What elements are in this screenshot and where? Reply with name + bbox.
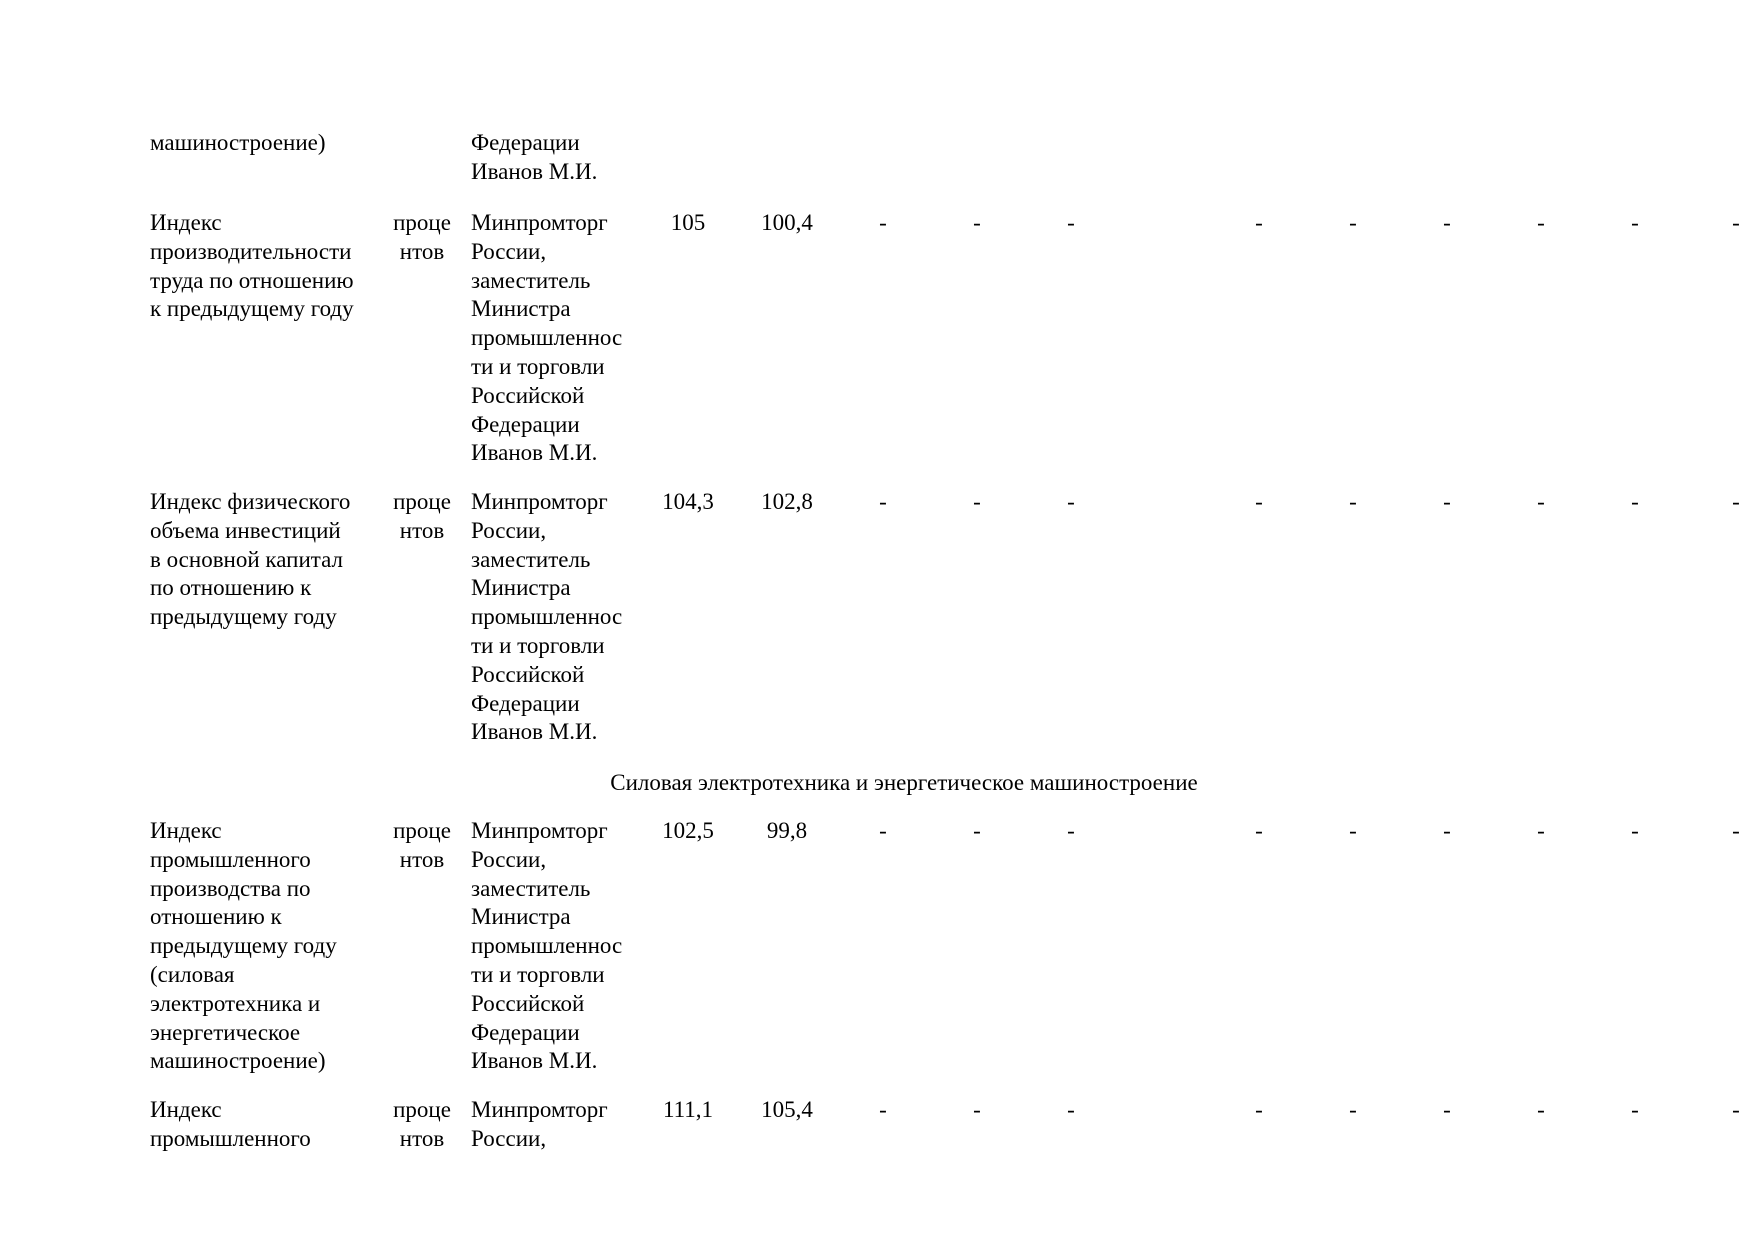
dash-cell: - <box>1349 1097 1357 1122</box>
dash-cell: - <box>1067 489 1075 514</box>
responsible-line: Российской <box>471 990 585 1016</box>
responsible-line: Российской <box>471 382 585 408</box>
dash-cell: - <box>1255 489 1263 514</box>
responsible-line: Иванов М.И. <box>471 440 598 466</box>
dash-cell: - <box>1067 818 1075 843</box>
unit-line: нтов <box>399 1125 445 1151</box>
responsible-line: Российской <box>471 661 585 687</box>
dash-cell: - <box>1255 818 1263 843</box>
indicator-line: предыдущему году <box>150 933 337 959</box>
unit-cell <box>391 817 453 875</box>
indicator-line: отношению к <box>150 904 282 930</box>
dash-cell: - <box>1443 489 1451 514</box>
responsible-line: Минпромторг <box>471 489 608 514</box>
dash-cell: - <box>1443 210 1451 235</box>
responsible-line: Федерации <box>471 1019 580 1045</box>
dash-cell: - <box>1067 1097 1075 1122</box>
dash-cell: - <box>879 489 887 514</box>
indicator-cell <box>150 817 337 1076</box>
dash-cell: - <box>1255 210 1263 235</box>
responsible-line: промышленнос <box>471 933 623 959</box>
unit-line: проце <box>393 1097 451 1122</box>
dash-cell: - <box>1443 818 1451 843</box>
dash-cell: - <box>1537 1097 1545 1122</box>
indicator-line: Индекс <box>150 210 222 235</box>
responsible-line: ти и торговли <box>471 632 605 658</box>
dash-cell: - <box>1732 489 1740 514</box>
responsible-cell <box>471 817 622 1076</box>
indicator-line: в основной капитал <box>150 546 343 572</box>
indicator-line: производства по <box>150 875 311 901</box>
dash-cell: - <box>1537 818 1545 843</box>
indicator-cell <box>150 488 350 632</box>
dash-cell: - <box>1631 210 1639 235</box>
indicator-line: предыдущему году <box>150 604 337 630</box>
responsible-line: Минпромторг <box>471 1097 608 1122</box>
value-current-cell: 102,8 <box>761 489 813 514</box>
value-current-cell: 100,4 <box>761 210 813 235</box>
indicator-line: Индекс <box>150 818 222 843</box>
value-base-cell: 105 <box>670 210 706 235</box>
dash-cell: - <box>973 818 981 843</box>
indicator-line: Индекс <box>150 1097 222 1122</box>
responsible-line: Минпромторг <box>471 210 608 235</box>
dash-cell: - <box>879 210 887 235</box>
unit-cell <box>391 488 453 546</box>
indicator-line: объема инвестиций <box>150 517 341 543</box>
dash-cell: - <box>1537 210 1545 235</box>
unit-line: нтов <box>399 517 445 543</box>
responsible-line: промышленнос <box>471 604 623 630</box>
indicator-cell <box>150 1096 311 1154</box>
unit-line: проце <box>393 489 451 514</box>
responsible-line: заместитель <box>471 267 591 293</box>
dash-cell: - <box>973 489 981 514</box>
responsible-line: России, <box>471 1125 547 1151</box>
dash-cell: - <box>1732 210 1740 235</box>
dash-cell: - <box>1349 210 1357 235</box>
responsible-line: Министра <box>471 296 571 322</box>
responsible-line: Министра <box>471 904 571 930</box>
responsible-line: Федерации <box>471 690 580 716</box>
responsible-line: России, <box>471 517 547 543</box>
indicator-line: к предыдущему году <box>150 296 354 322</box>
dash-cell: - <box>973 1097 981 1122</box>
indicator-cell <box>150 209 354 324</box>
dash-cell: - <box>1732 1097 1740 1122</box>
indicator-line: энергетическое <box>150 1019 301 1045</box>
indicator-line: электротехника и <box>150 990 321 1016</box>
dash-cell: - <box>1631 818 1639 843</box>
unit-line: нтов <box>399 846 445 872</box>
dash-cell: - <box>1631 489 1639 514</box>
responsible-line: Министра <box>471 575 571 601</box>
responsible-line: заместитель <box>471 546 591 572</box>
responsible-cell <box>471 1096 608 1154</box>
value-current-cell: 99,8 <box>766 818 808 843</box>
value-base-cell: 102,5 <box>662 818 714 843</box>
unit-line: проце <box>393 210 451 235</box>
value-current-cell: 105,4 <box>761 1097 813 1122</box>
dash-cell: - <box>1255 1097 1263 1122</box>
indicator-line: по отношению к <box>150 575 312 601</box>
dash-cell: - <box>1349 489 1357 514</box>
indicator-line: производительности <box>150 238 352 264</box>
value-base-cell: 111,1 <box>662 1097 714 1122</box>
unit-line: нтов <box>399 238 445 264</box>
responsible-line: заместитель <box>471 875 591 901</box>
dash-cell: - <box>1067 210 1075 235</box>
indicator-line: промышленного <box>150 1125 311 1151</box>
indicator-line: промышленного <box>150 846 311 872</box>
dash-cell: - <box>1443 1097 1451 1122</box>
responsible-line: России, <box>471 846 547 872</box>
unit-cell <box>391 1096 453 1154</box>
indicator-line: труда по отношению <box>150 267 354 293</box>
dash-cell: - <box>1631 1097 1639 1122</box>
indicator-line: (силовая <box>150 961 235 987</box>
indicator-line: машиностроение) <box>150 1048 326 1074</box>
responsible-line: Иванов М.И. <box>471 158 598 184</box>
indicator-line: Индекс физического <box>150 489 351 514</box>
indicator-cell <box>150 129 326 158</box>
responsible-line: ти и торговли <box>471 961 605 987</box>
section-heading <box>0 769 1754 798</box>
section-heading-text: Силовая электротехника и энергетическое машиностроение <box>610 770 1198 795</box>
responsible-line: Минпромторг <box>471 818 608 843</box>
responsible-line: промышленнос <box>471 325 623 351</box>
responsible-line: ти и торговли <box>471 353 605 379</box>
dash-cell: - <box>1349 818 1357 843</box>
responsible-cell <box>471 488 622 747</box>
value-base-cell: 104,3 <box>662 489 714 514</box>
responsible-line: России, <box>471 238 547 264</box>
dash-cell: - <box>1537 489 1545 514</box>
dash-cell: - <box>1732 818 1740 843</box>
responsible-line: Федерации <box>471 411 580 437</box>
responsible-line: Иванов М.И. <box>471 1048 598 1074</box>
dash-cell: - <box>879 818 887 843</box>
responsible-cell <box>471 209 622 468</box>
dash-cell: - <box>879 1097 887 1122</box>
responsible-cell <box>471 129 597 187</box>
unit-cell <box>391 209 453 267</box>
responsible-line: Федерации <box>471 130 580 155</box>
indicator-line: машиностроение) <box>150 130 326 155</box>
responsible-line: Иванов М.И. <box>471 719 598 745</box>
dash-cell: - <box>973 210 981 235</box>
unit-line: проце <box>393 818 451 843</box>
